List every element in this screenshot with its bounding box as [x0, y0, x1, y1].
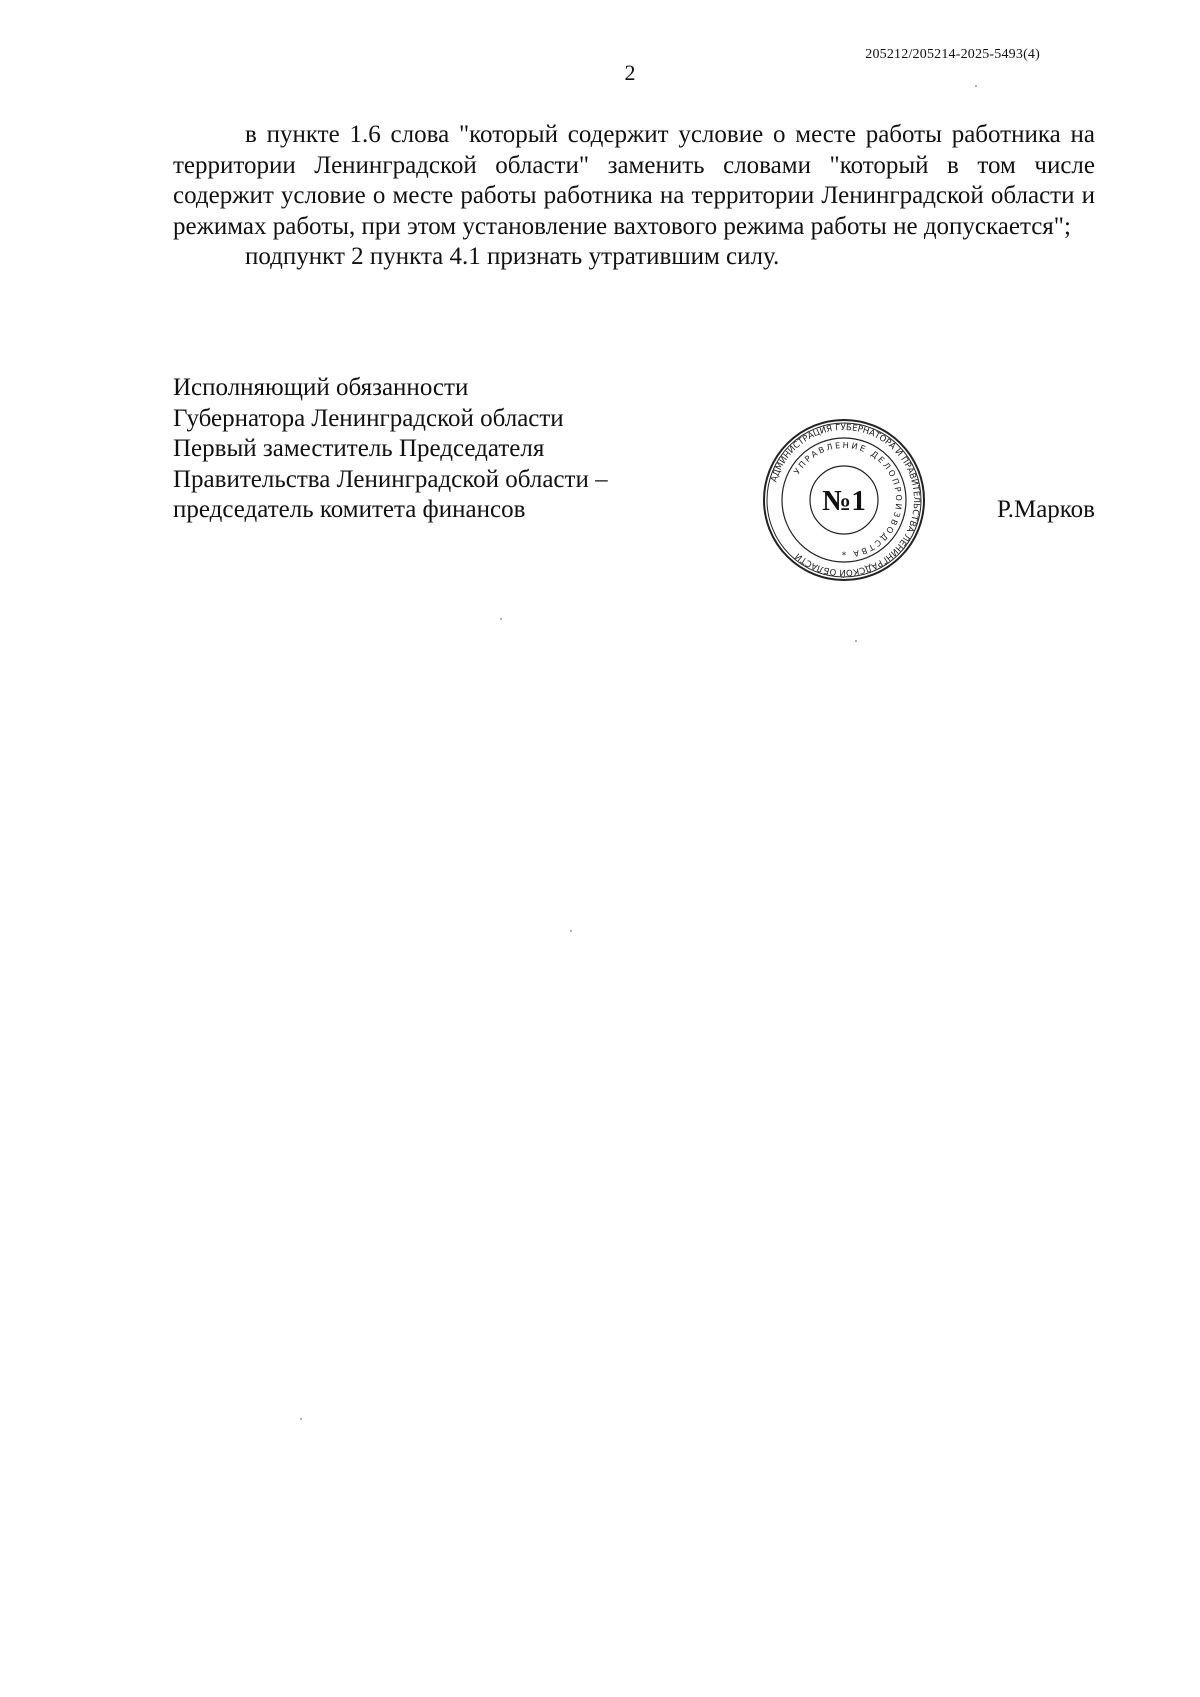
signatory-title	[173, 373, 608, 526]
signatory-title-line: Первый заместитель Председателя	[173, 435, 545, 462]
document-body	[173, 120, 1095, 273]
page-number: 2	[624, 60, 636, 85]
star-icon: *	[841, 551, 847, 561]
round-seal-icon	[762, 418, 926, 582]
scan-speck	[975, 85, 977, 87]
paragraph-amendment-1-6: в пункте 1.6 слова "который содержит условие о месте работы работника на территории Ленинградской области" заменить словами "который в том числе содержит условие о месте работы работника на территории Ленинградской области и режимах работы, при этом установление вахтового режима работы не допускается";	[173, 121, 1095, 240]
scan-speck	[570, 930, 572, 932]
signatory-title-line: Правительства Ленинградской области –	[173, 465, 608, 493]
signer-name: Р.Марков	[996, 496, 1095, 523]
scan-speck	[300, 1418, 302, 1420]
stamp-outer-text: АДМИНИСТРАЦИЯ ГУБЕРНАТОРА И ПРАВИТЕЛЬСТВА ЛЕНИНГРАДСКОЙ ОБЛАСТИ	[769, 422, 922, 578]
signatory-title-line: Губернатора Ленинградской области	[173, 404, 564, 432]
signatory-title-line: Исполняющий обязанности	[173, 374, 469, 401]
stamp-inner-text: УПРАВЛЕНИЕ ДЕЛОПРОИЗВОДСТВА	[791, 439, 905, 560]
signatory-title-line: председатель комитета финансов	[173, 496, 526, 523]
document-number: 205212/205214-2025-5493(4)	[865, 47, 1040, 62]
stamp-center-text: №1	[822, 485, 866, 517]
scan-speck	[500, 618, 502, 620]
scan-speck	[855, 640, 857, 642]
paragraph-amendment-4-1: подпункт 2 пункта 4.1 признать утратившим силу.	[245, 243, 780, 270]
